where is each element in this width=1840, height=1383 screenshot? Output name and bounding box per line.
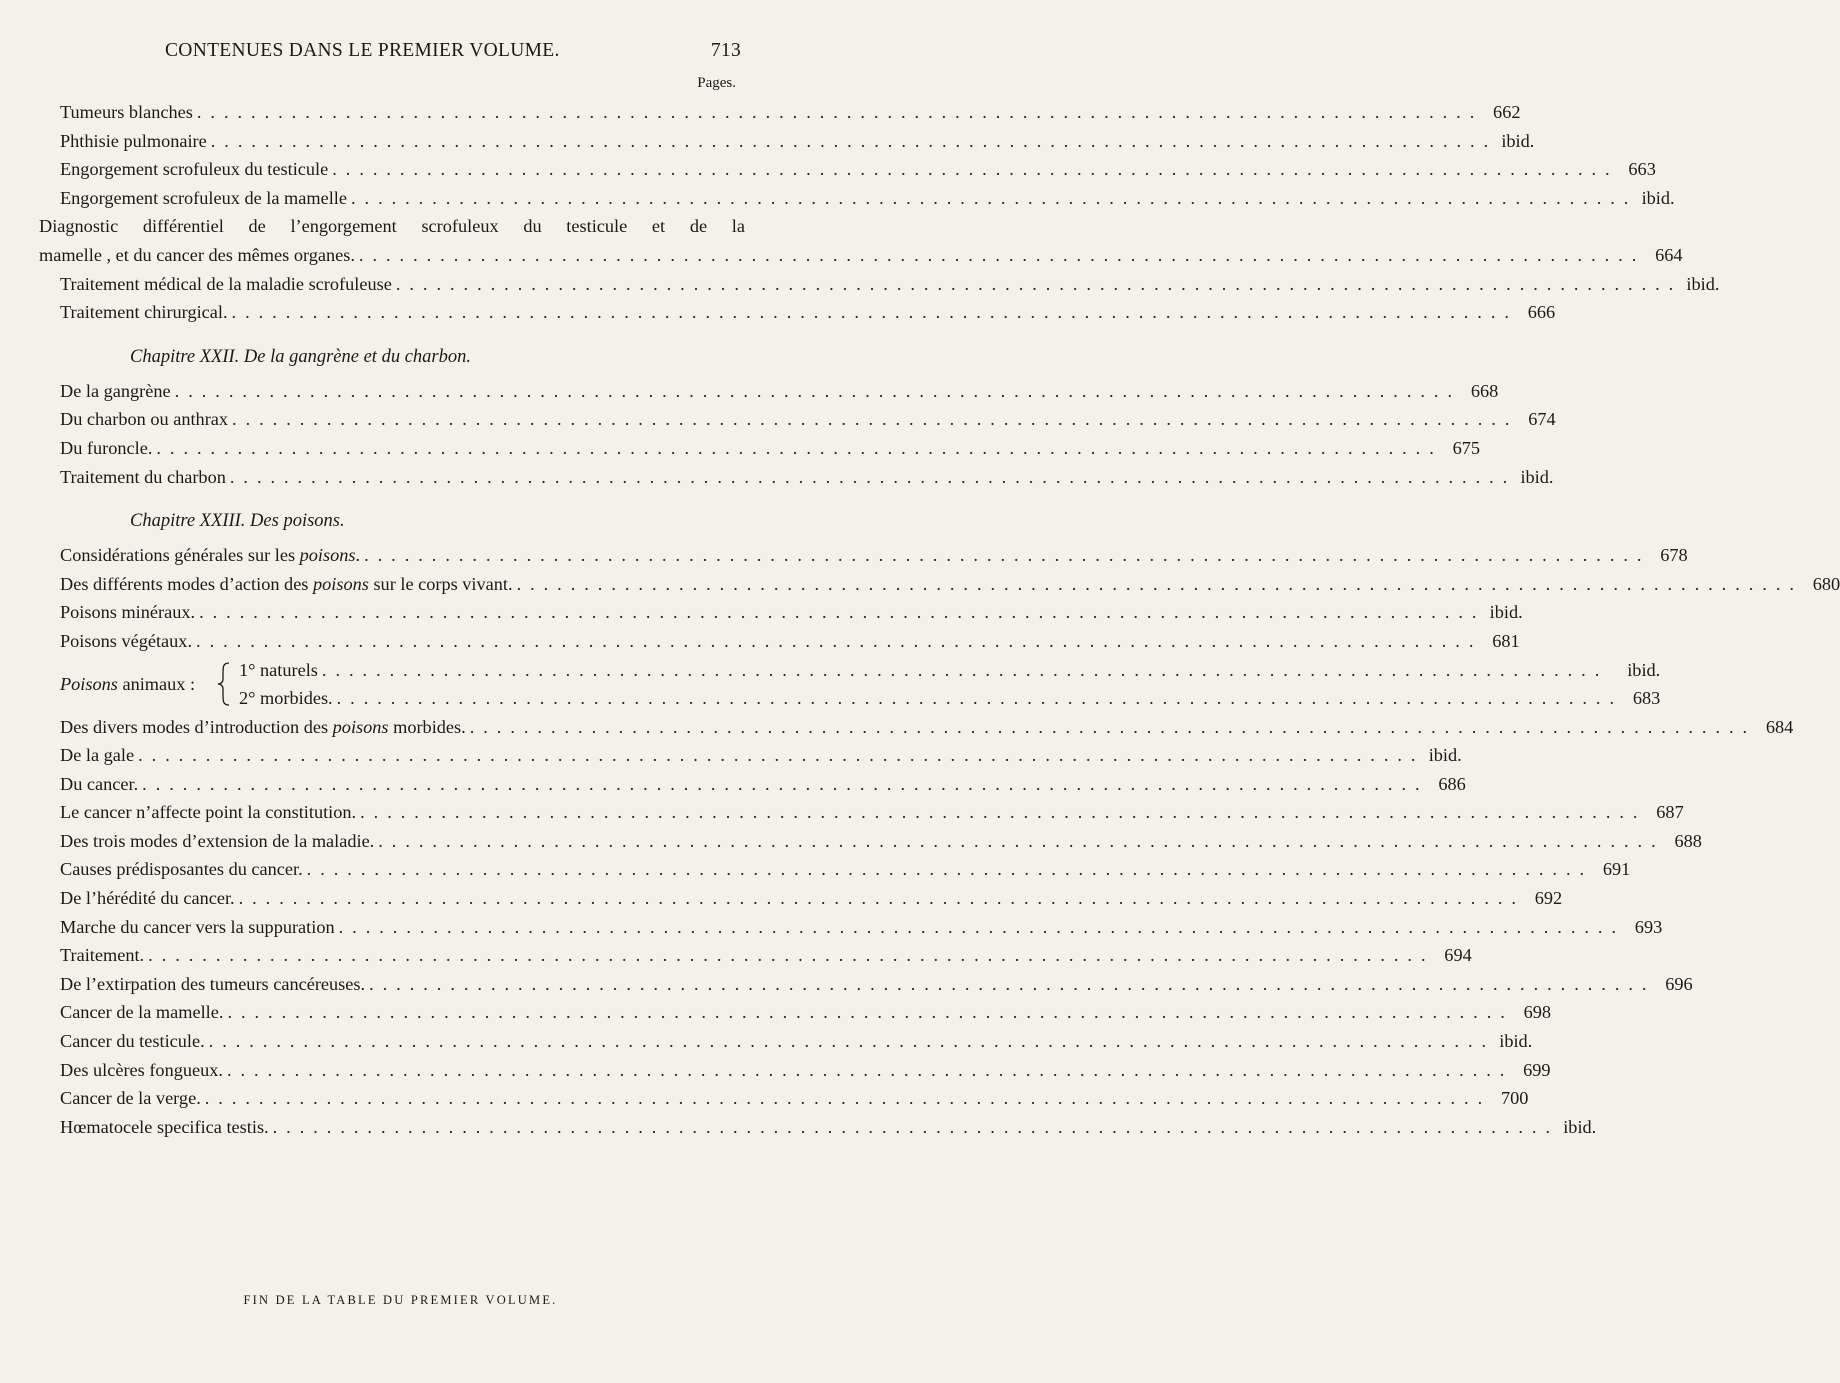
toc-entry-text	[60, 770, 142, 799]
leader-dots	[138, 741, 1418, 770]
leader-dots	[209, 1027, 1489, 1056]
toc-entry	[60, 1027, 1533, 1056]
toc-text-part: Cancer de la verge.	[60, 1088, 201, 1109]
toc-entry	[60, 798, 1684, 827]
toc-entry-text: Traitement chirurgical.	[60, 302, 228, 323]
leader-dots	[232, 298, 1512, 327]
toc-page-number: 699	[1523, 1059, 1551, 1080]
toc-entry-text	[60, 798, 360, 827]
leader-dots	[339, 913, 1619, 942]
toc-entry	[60, 270, 1720, 299]
toc-text-part: morbides.	[388, 716, 466, 737]
toc-text-part: Des trois modes d’extension de la maladie.	[60, 830, 375, 851]
toc-entry-text: Tumeurs blanches	[60, 102, 193, 122]
header-page-number: 713	[710, 40, 741, 61]
toc-entry	[60, 998, 1552, 1027]
toc-text-part: Traitement.	[60, 945, 145, 966]
leader-dots	[359, 241, 1639, 270]
toc-page-number: 691	[1602, 859, 1631, 880]
toc-entry	[239, 656, 1660, 685]
toc-entry-text: mamelle , et du cancer des mêmes organes.	[39, 244, 355, 265]
leader-dots	[369, 970, 1649, 999]
toc-text-part: Le cancer n’affecte point la constitution.	[60, 802, 357, 823]
toc-entry	[60, 598, 1523, 627]
toc-page-number: 668	[1470, 380, 1499, 401]
toc-entry-text: 2° morbides.	[239, 688, 333, 708]
toc-text-part: Considérations générales sur les	[60, 545, 300, 566]
toc-entry	[60, 405, 1556, 434]
leader-dots	[396, 270, 1676, 299]
toc-page-number: 662	[1493, 102, 1521, 122]
toc-text-part: Du cancer.	[60, 773, 139, 794]
chapter-heading-23: Chapitre XXIII. Des poisons.	[130, 511, 345, 532]
toc-entry	[60, 855, 1631, 884]
leader-dots	[378, 827, 1658, 856]
toc-entry	[60, 434, 1480, 463]
leader-dots	[307, 855, 1587, 884]
toc-text-part: De l’extirpation des tumeurs cancéreuses.	[60, 973, 366, 994]
toc-entry-text: Du furoncle.	[60, 437, 153, 458]
animal-poisons-lead	[60, 674, 215, 695]
toc-entry	[60, 127, 1535, 156]
animal-poisons-group	[60, 656, 1661, 713]
toc-entry-text: Phthisie pulmonaire	[60, 130, 207, 151]
leader-dots	[199, 598, 1479, 627]
toc-text-part: .	[355, 545, 361, 566]
toc-entry-text: 1° naturels	[239, 659, 318, 680]
toc-entry-text	[60, 1084, 205, 1113]
toc-page-number: 698	[1523, 1002, 1552, 1023]
toc-page-number: 678	[1660, 545, 1688, 566]
toc-entry-text: Traitement du charbon	[60, 466, 226, 487]
toc-page-number: ibid.	[1489, 602, 1523, 623]
toc-entry-text: De la gangrène	[60, 380, 171, 401]
toc-entry-text: Du charbon ou anthrax	[60, 409, 229, 430]
toc-entry	[60, 827, 1702, 856]
leader-dots	[230, 463, 1510, 492]
toc-entry-text: Engorgement scrofuleux de la mamelle	[60, 187, 347, 208]
toc-page-number: 686	[1438, 773, 1466, 794]
toc-text-emphasis: poisons	[332, 716, 389, 737]
toc-page-number: 675	[1452, 437, 1480, 458]
toc-page-number: 681	[1492, 630, 1520, 651]
brace-icon	[215, 661, 233, 707]
leader-dots	[227, 998, 1507, 1027]
toc-entry-text: Engorgement scrofuleux du testicule	[60, 159, 329, 180]
leader-dots	[142, 770, 1422, 799]
chapter-heading-22: Chapitre XXII. De la gangrène et du charbon.	[130, 346, 471, 367]
toc-page-number: 694	[1444, 945, 1472, 966]
toc-entry	[60, 184, 1675, 213]
toc-entry	[60, 463, 1554, 492]
toc-page-number: 663	[1628, 159, 1656, 180]
toc-entry	[60, 713, 1794, 742]
leader-dots	[364, 541, 1644, 570]
footer-end-note: FIN DE LA TABLE DU PREMIER VOLUME.	[243, 1293, 558, 1307]
toc-entry	[60, 1056, 1551, 1085]
toc-entry	[60, 741, 1462, 770]
leader-dots	[239, 884, 1519, 913]
leader-dots	[332, 155, 1612, 184]
toc-entry-diagnostic-line2	[39, 241, 1683, 270]
toc-entry-text	[60, 827, 378, 856]
toc-entry-text	[60, 941, 148, 970]
toc-text-emphasis: poisons	[313, 573, 369, 594]
toc-entry	[60, 913, 1663, 942]
leader-dots	[470, 713, 1750, 742]
toc-entry	[60, 377, 1499, 406]
leader-dots	[273, 1113, 1553, 1142]
toc-entry-text	[60, 998, 227, 1027]
toc-text-part: De l’hérédité du cancer.	[60, 888, 235, 909]
pages-column-label: Pages.	[697, 75, 736, 91]
toc-entry-text	[60, 884, 239, 913]
toc-page-number: 684	[1765, 716, 1794, 737]
leader-dots	[205, 1084, 1485, 1113]
toc-entry-text	[60, 598, 199, 627]
toc-page-number: ibid.	[1428, 745, 1462, 766]
toc-page-number: 664	[1655, 244, 1683, 265]
toc-entry	[60, 770, 1466, 799]
toc-entry	[60, 298, 1556, 327]
toc-page-number: ibid.	[1501, 130, 1535, 151]
toc-text-part: Poisons végétaux.	[60, 630, 193, 651]
toc-entry-text	[60, 627, 196, 656]
leader-dots	[232, 405, 1512, 434]
toc-text-part: De la gale	[60, 745, 135, 766]
toc-page-number: ibid.	[1499, 1031, 1533, 1052]
toc-text-part: Des divers modes d’introduction des	[60, 716, 333, 737]
toc-page-number: ibid.	[1563, 1116, 1597, 1137]
lead-emphasis: Poisons	[60, 673, 118, 694]
toc-entry-text	[60, 855, 307, 884]
toc-text-part: Poisons minéraux.	[60, 602, 196, 623]
leader-dots	[517, 570, 1797, 599]
header-title: CONTENUES DANS LE PREMIER VOLUME.	[165, 40, 560, 61]
toc-text-part: Cancer du testicule.	[60, 1031, 205, 1052]
toc-entry-text	[60, 970, 369, 999]
leader-dots	[360, 798, 1640, 827]
toc-text-part: Des ulcères fongueux.	[60, 1059, 223, 1080]
leader-dots	[156, 434, 1436, 463]
leader-dots	[227, 1056, 1507, 1085]
toc-entry	[60, 1113, 1597, 1142]
leader-dots	[175, 377, 1455, 406]
toc-entry-text	[60, 1027, 209, 1056]
toc-page-number: ibid.	[1520, 466, 1554, 487]
leader-dots	[322, 656, 1616, 685]
toc-entry	[60, 970, 1693, 999]
table-of-contents	[39, 98, 1840, 1141]
toc-entry-text	[60, 713, 470, 742]
toc-entry-text	[60, 741, 138, 770]
toc-entry	[239, 684, 1660, 713]
toc-page-number: 674	[1528, 409, 1556, 430]
leader-dots	[211, 127, 1491, 156]
toc-page-number: ibid.	[1686, 273, 1720, 294]
toc-entry-text: Diagnostic différentiel de l’engorgement scrofuleux du testicule et de la	[39, 216, 745, 237]
toc-page-number: 700	[1500, 1088, 1529, 1109]
toc-page-number: 687	[1656, 802, 1684, 823]
toc-entry	[60, 98, 1521, 127]
toc-entry-diagnostic-line1	[39, 212, 745, 241]
toc-entry	[60, 941, 1472, 970]
toc-page-number: 692	[1534, 888, 1563, 909]
toc-entry-text: Traitement médical de la maladie scrofuleuse	[60, 273, 392, 294]
leader-dots	[337, 684, 1617, 713]
toc-page-number: ibid.	[1641, 187, 1675, 208]
toc-entry	[60, 155, 1656, 184]
toc-page-number: 688	[1674, 830, 1702, 851]
toc-page-number: ibid.	[1627, 659, 1661, 680]
toc-text-part: Hœmatocele specifica testis.	[60, 1116, 269, 1137]
toc-text-part: Cancer de la mamelle.	[60, 1002, 224, 1023]
toc-entry	[60, 541, 1688, 570]
toc-entry-text	[60, 1113, 273, 1142]
toc-text-part: sur le corps vivant.	[368, 573, 513, 594]
toc-text-part: Marche du cancer vers la suppuration	[60, 916, 335, 937]
toc-entry-text	[60, 913, 339, 942]
toc-entry	[60, 1084, 1529, 1113]
leader-dots	[197, 98, 1477, 127]
toc-page-number: 693	[1634, 916, 1663, 937]
toc-page-number: 696	[1665, 973, 1693, 994]
lead-rest: animaux :	[117, 673, 196, 694]
toc-page-number: 666	[1527, 302, 1556, 323]
toc-text-part: Des différents modes d’action des	[60, 573, 313, 594]
toc-page-number: 680	[1812, 573, 1840, 594]
leader-dots	[351, 184, 1631, 213]
leader-dots	[196, 627, 1476, 656]
toc-entry	[60, 627, 1520, 656]
toc-entry-text	[60, 541, 364, 570]
toc-entry	[60, 570, 1840, 599]
toc-entry	[60, 884, 1563, 913]
toc-entry-text	[60, 1056, 227, 1085]
toc-page-number: 683	[1632, 688, 1661, 708]
toc-entry-text	[60, 570, 517, 599]
toc-text-part: Causes prédisposantes du cancer.	[60, 859, 303, 880]
leader-dots	[148, 941, 1428, 970]
toc-text-emphasis: poisons	[299, 545, 356, 566]
